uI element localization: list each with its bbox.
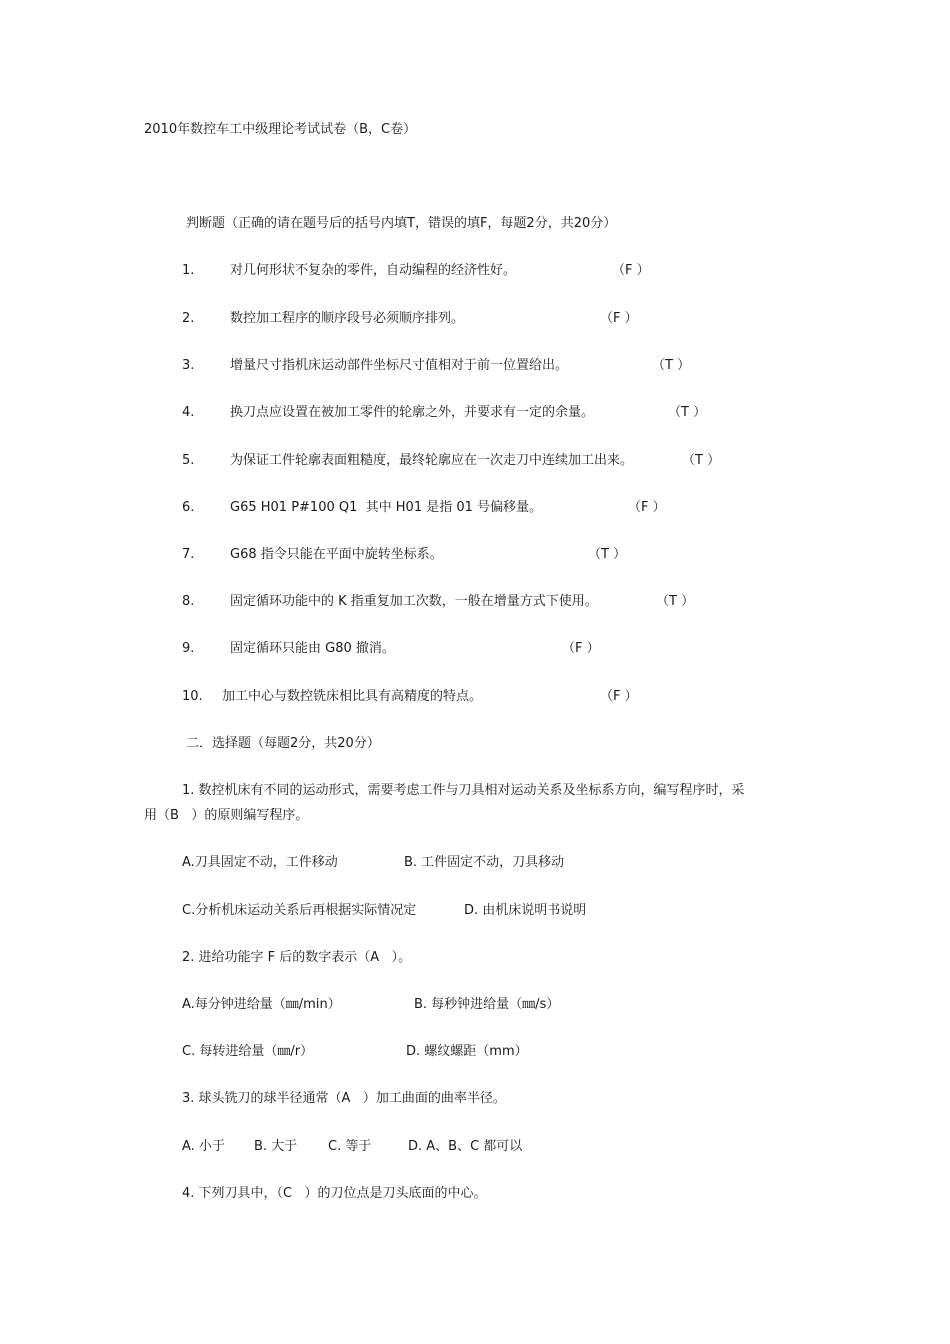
- item-number: 4.: [182, 405, 195, 420]
- item-number: 2.: [182, 311, 195, 326]
- item-answer: （F ）: [600, 689, 638, 704]
- item-number: 9.: [182, 641, 195, 656]
- question-2-option-b: B. 每秒钟进给量（㎜/s）: [414, 997, 560, 1012]
- item-text: 固定循环只能由 G80 撤消。: [230, 641, 395, 656]
- item-answer: （T ）: [668, 405, 707, 420]
- question-3-option-d: D. A、B、C 都可以: [408, 1139, 523, 1154]
- question-1-stem-cont: 用（B ）的原则编写程序。: [144, 808, 309, 823]
- item-number: 5.: [182, 453, 195, 468]
- item-text: 为保证工件轮廓表面粗糙度，最终轮廓应在一次走刀中连续加工出来。: [230, 453, 634, 468]
- item-text: 数控加工程序的顺序段号必须顺序排列。: [230, 311, 465, 326]
- item-number: 8.: [182, 594, 195, 609]
- item-text: 固定循环功能中的 K 指重复加工次数，一般在增量方式下使用。: [230, 594, 598, 609]
- section1-heading: 判断题（正确的请在题号后的括号内填T，错误的填F，每题2分，共20分）: [186, 216, 617, 231]
- question-1-stem: 1. 数控机床有不同的运动形式，需要考虑工件与刀具相对运动关系及坐标系方向，编写程序时，采: [182, 783, 745, 798]
- item-answer: （T ）: [652, 358, 691, 373]
- item-answer: （T ）: [682, 453, 721, 468]
- question-2-option-d: D. 螺纹螺距（mm）: [406, 1044, 528, 1059]
- question-1-option-a: A.刀具固定不动，工件移动: [182, 855, 338, 870]
- question-3-option-b: B. 大于: [254, 1139, 298, 1154]
- question-2-option-c: C. 每转进给量（㎜/r）: [182, 1044, 314, 1059]
- item-number: 6.: [182, 500, 195, 515]
- item-answer: （F ）: [562, 641, 600, 656]
- question-4-stem: 4. 下列刀具中，（C ）的刀位点是刀头底面的中心。: [182, 1186, 487, 1201]
- item-text: G68 指令只能在平面中旋转坐标系。: [230, 547, 443, 562]
- question-2-stem: 2. 进给功能字 F 后的数字表示（A ）。: [182, 950, 412, 965]
- item-answer: （F ）: [600, 311, 638, 326]
- question-3-option-c: C. 等于: [328, 1139, 372, 1154]
- item-text: 对几何形状不复杂的零件，自动编程的经济性好。: [230, 263, 517, 278]
- question-1-option-b: B. 工件固定不动，刀具移动: [404, 855, 565, 870]
- question-3-option-a: A. 小于: [182, 1139, 225, 1154]
- item-answer: （T ）: [588, 547, 627, 562]
- item-number: 7.: [182, 547, 195, 562]
- question-1-option-d: D. 由机床说明书说明: [464, 903, 587, 918]
- item-text: 增量尺寸指机床运动部件坐标尺寸值相对于前一位置给出。: [230, 358, 569, 373]
- question-1-option-c: C.分析机床运动关系后再根据实际情况定: [182, 903, 417, 918]
- item-text: 加工中心与数控铣床相比具有高精度的特点。: [222, 689, 483, 704]
- section2-heading: 二．选择题（每题2分，共20分）: [186, 736, 380, 751]
- item-answer: （T ）: [656, 594, 695, 609]
- item-answer: （F ）: [628, 500, 666, 515]
- item-text: 换刀点应设置在被加工零件的轮廓之外，并要求有一定的余量。: [230, 405, 595, 420]
- question-3-stem: 3. 球头铣刀的球半径通常（A ）加工曲面的曲率半径。: [182, 1091, 506, 1106]
- item-number: 3.: [182, 358, 195, 373]
- item-number: 1.: [182, 263, 195, 278]
- item-answer: （F ）: [612, 263, 650, 278]
- page-title: 2010年数控车工中级理论考试试卷（B，C卷）: [144, 122, 417, 137]
- item-number: 10.: [182, 689, 203, 704]
- question-2-option-a: A.每分钟进给量（㎜/min）: [182, 997, 341, 1012]
- item-text: G65 H01 P#100 Q1 其中 H01 是指 01 号偏移量。: [230, 500, 543, 515]
